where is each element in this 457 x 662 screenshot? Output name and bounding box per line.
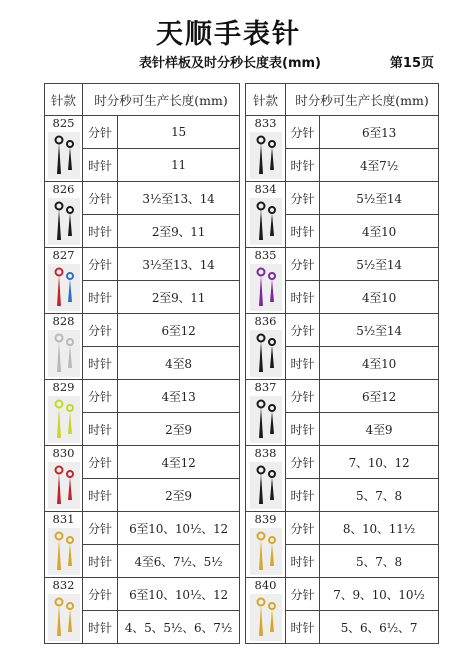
length-range: 2至9 <box>118 413 240 446</box>
length-range: 4至7½ <box>320 149 439 182</box>
model-number: 828 <box>52 314 75 328</box>
page-title: 天顺手表针 <box>156 19 301 50</box>
length-range: 5½至14 <box>320 248 439 281</box>
table-row <box>246 182 439 215</box>
model-number: 837 <box>254 380 277 394</box>
hand-type: 时针 <box>83 347 118 380</box>
hand-type: 时针 <box>83 149 118 182</box>
hand-type: 分针 <box>286 182 320 215</box>
model-number: 826 <box>52 182 75 196</box>
length-range: 6至12 <box>118 314 240 347</box>
length-range: 6至13 <box>320 116 439 149</box>
red-hands-icon <box>48 462 80 509</box>
table-row <box>246 314 439 347</box>
length-range: 3½至13、14 <box>118 248 240 281</box>
page-number: 第15页 <box>389 56 434 71</box>
spec-table-right <box>245 83 439 644</box>
model-cell <box>246 446 286 512</box>
column-header-model: 针款 <box>45 84 83 116</box>
model-cell <box>246 248 286 314</box>
hand-type: 分针 <box>83 578 118 611</box>
black-hands-icon <box>250 198 282 245</box>
length-range: 5、7、8 <box>320 479 439 512</box>
model-cell <box>246 380 286 446</box>
black-hands-icon <box>250 396 282 443</box>
length-range: 7、9、10、10½ <box>320 578 439 611</box>
hand-type: 时针 <box>83 215 118 248</box>
hand-type: 时针 <box>286 479 320 512</box>
silver-hands-icon <box>48 330 80 377</box>
black-hands-icon <box>250 132 282 179</box>
length-range: 4至8 <box>118 347 240 380</box>
hand-type: 分针 <box>286 446 320 479</box>
hand-type: 时针 <box>286 611 320 644</box>
model-number: 825 <box>52 116 75 130</box>
model-cell <box>45 578 83 644</box>
hand-type: 时针 <box>83 479 118 512</box>
hand-type: 时针 <box>83 413 118 446</box>
column-header-range: 时分秒可生产长度(mm) <box>83 84 240 116</box>
length-range: 7、10、12 <box>320 446 439 479</box>
length-range: 5、6、6½、7 <box>320 611 439 644</box>
length-range: 4、5、5½、6、7½ <box>118 611 240 644</box>
page-subtitle: 表针样板及时分秒长度表(mm) <box>139 56 321 71</box>
gold-hands-icon <box>48 528 80 575</box>
model-number: 829 <box>52 380 75 394</box>
hand-type: 分针 <box>286 578 320 611</box>
black-hands-icon <box>250 330 282 377</box>
table-row <box>246 248 439 281</box>
model-cell <box>246 512 286 578</box>
length-range: 4至9 <box>320 413 439 446</box>
length-range: 6至10、10½、12 <box>118 512 240 545</box>
model-number: 838 <box>254 446 277 460</box>
black-hands-icon <box>250 462 282 509</box>
model-cell <box>246 578 286 644</box>
length-range: 2至9、11 <box>118 215 240 248</box>
table-row <box>45 512 240 545</box>
length-range: 4至10 <box>320 281 439 314</box>
model-cell <box>45 446 83 512</box>
gold-hands-icon <box>250 528 282 575</box>
spec-table-left <box>44 83 240 644</box>
length-range: 4至10 <box>320 347 439 380</box>
model-cell <box>45 116 83 182</box>
length-range: 11 <box>118 149 240 182</box>
model-number: 830 <box>52 446 75 460</box>
length-range: 3½至13、14 <box>118 182 240 215</box>
hand-type: 分针 <box>83 512 118 545</box>
hand-type: 分针 <box>286 314 320 347</box>
table-row <box>45 314 240 347</box>
model-cell <box>45 380 83 446</box>
model-number: 831 <box>52 512 75 526</box>
table-row <box>45 446 240 479</box>
length-range: 6至10、10½、12 <box>118 578 240 611</box>
table-row <box>246 578 439 611</box>
length-range: 5½至14 <box>320 314 439 347</box>
hand-type: 时针 <box>286 545 320 578</box>
model-cell <box>246 314 286 380</box>
hand-type: 分针 <box>83 248 118 281</box>
model-number: 836 <box>254 314 277 328</box>
black-hands-icon <box>48 132 80 179</box>
purple-hands-icon <box>250 264 282 311</box>
hand-type: 分针 <box>83 446 118 479</box>
column-header-range: 时分秒可生产长度(mm) <box>286 84 439 116</box>
length-range: 5½至14 <box>320 182 439 215</box>
hand-type: 时针 <box>286 149 320 182</box>
model-cell <box>246 182 286 248</box>
length-range: 4至6、7½、5½ <box>118 545 240 578</box>
hand-type: 分针 <box>83 380 118 413</box>
hand-type: 分针 <box>83 314 118 347</box>
length-range: 2至9 <box>118 479 240 512</box>
model-number: 833 <box>254 116 277 130</box>
length-range: 15 <box>118 116 240 149</box>
hand-type: 时针 <box>286 413 320 446</box>
model-number: 839 <box>254 512 277 526</box>
hand-type: 时针 <box>83 281 118 314</box>
table-row <box>45 116 240 149</box>
hand-type: 分针 <box>286 248 320 281</box>
table-row <box>246 512 439 545</box>
hand-type: 时针 <box>286 281 320 314</box>
length-range: 4至13 <box>118 380 240 413</box>
table-row <box>246 380 439 413</box>
table-row <box>246 116 439 149</box>
model-cell <box>45 248 83 314</box>
hand-type: 分针 <box>286 512 320 545</box>
model-number: 827 <box>52 248 75 262</box>
yellow-green-hands-icon <box>48 396 80 443</box>
hand-type: 分针 <box>83 182 118 215</box>
column-header-model: 针款 <box>246 84 286 116</box>
hand-type: 分针 <box>286 380 320 413</box>
table-row <box>45 380 240 413</box>
hand-type: 时针 <box>286 347 320 380</box>
hand-type: 时针 <box>83 611 118 644</box>
hand-type: 分针 <box>83 116 118 149</box>
table-row <box>45 578 240 611</box>
length-range: 5、7、8 <box>320 545 439 578</box>
hand-type: 时针 <box>83 545 118 578</box>
length-range: 4至12 <box>118 446 240 479</box>
table-row <box>246 446 439 479</box>
hand-type: 分针 <box>286 116 320 149</box>
model-number: 840 <box>254 578 277 592</box>
model-number: 834 <box>254 182 277 196</box>
length-range: 4至10 <box>320 215 439 248</box>
model-number: 832 <box>52 578 75 592</box>
red-blue-hands-icon <box>48 264 80 311</box>
model-number: 835 <box>254 248 277 262</box>
length-range: 2至9、11 <box>118 281 240 314</box>
model-cell <box>45 314 83 380</box>
black-hands-icon <box>48 198 80 245</box>
length-range: 6至12 <box>320 380 439 413</box>
gold-hands-icon <box>250 594 282 641</box>
model-cell <box>45 512 83 578</box>
length-range: 8、10、11½ <box>320 512 439 545</box>
gold-hands-icon <box>48 594 80 641</box>
hand-type: 时针 <box>286 215 320 248</box>
table-row <box>45 182 240 215</box>
model-cell <box>45 182 83 248</box>
table-row <box>45 248 240 281</box>
model-cell <box>246 116 286 182</box>
